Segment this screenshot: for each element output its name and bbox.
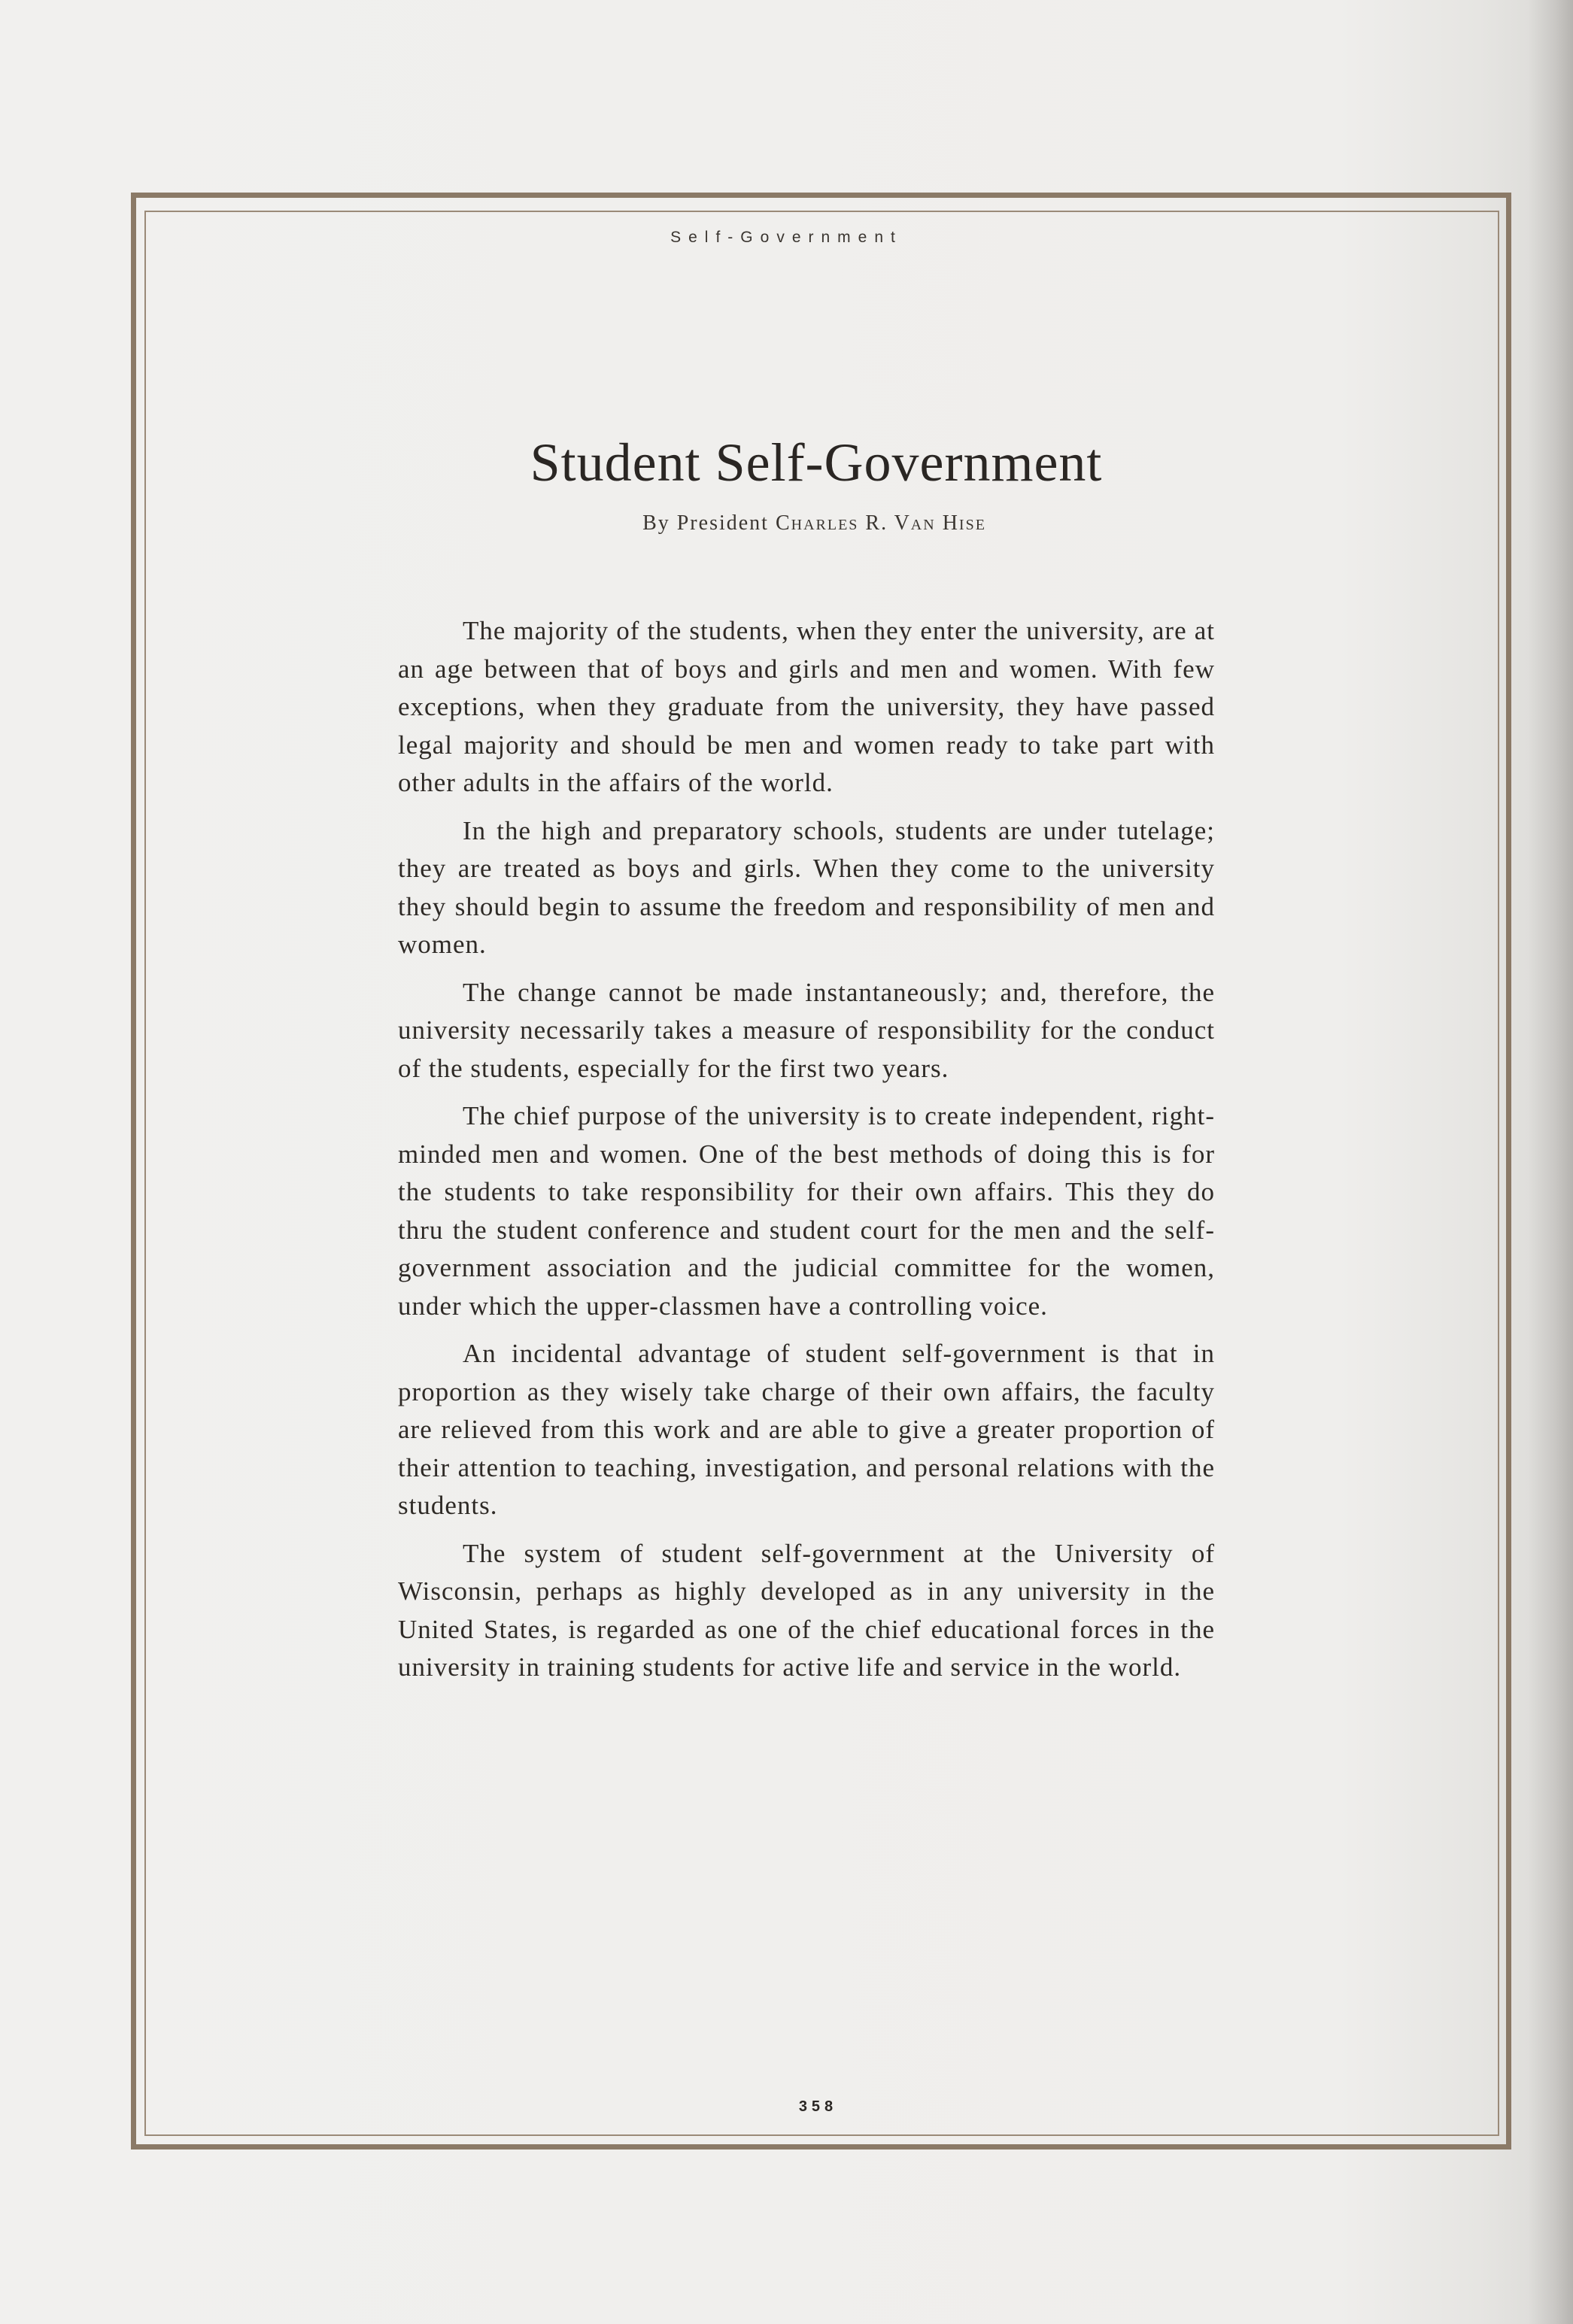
byline: [0, 511, 1573, 535]
paragraph: The change cannot be made instantaneously; and, therefore, the university necessarily takes a measure of responsibility for the conduct of the students, especially for the first two years.: [398, 977, 1215, 1083]
page-number: 358: [798, 2098, 838, 2115]
paragraph: The chief purpose of the university is to create independent, right-minded men and women. One of the best methods of doing this is for the students to take responsibility for their own affairs. This they do thru the student conference and student court for the men and the self-government association and the judicial committee for the women, under which the upper-classmen have a controlling voice.: [398, 1101, 1215, 1321]
binding-shadow: [1528, 0, 1573, 2324]
running-head: Self-Government: [670, 229, 903, 246]
article-body: [398, 612, 1215, 1697]
paragraph: The majority of the students, when they enter the university, are at an age between that of boys and girls and men and women. With few exceptions, when they graduate from the university, they have passed legal majority and should be men and women ready to take part with other adults in the affairs of the world.: [398, 616, 1215, 797]
paragraph: In the high and preparatory schools, students are under tutelage; they are treated as boys and girls. When they come to the university they should begin to assume the freedom and responsibility of men and women.: [398, 815, 1215, 959]
paragraph: An incidental advantage of student self-government is that in proportion as they wisely take charge of their own affairs, the faculty are relieved from this work and are able to give a greater proportion of their attention to teaching, investigation, and personal relations with the students.: [398, 1339, 1215, 1520]
byline-author: Charles R. Van Hise: [775, 511, 986, 535]
paragraph: The system of student self-government at the University of Wisconsin, perhaps as highly developed as in any university in the United States, is regarded as one of the chief educational forces in the university in training students for active life and service in the world.: [398, 1538, 1215, 1682]
article-title: Student Self-Government: [530, 432, 1103, 493]
byline-prefix: By President: [642, 511, 769, 535]
